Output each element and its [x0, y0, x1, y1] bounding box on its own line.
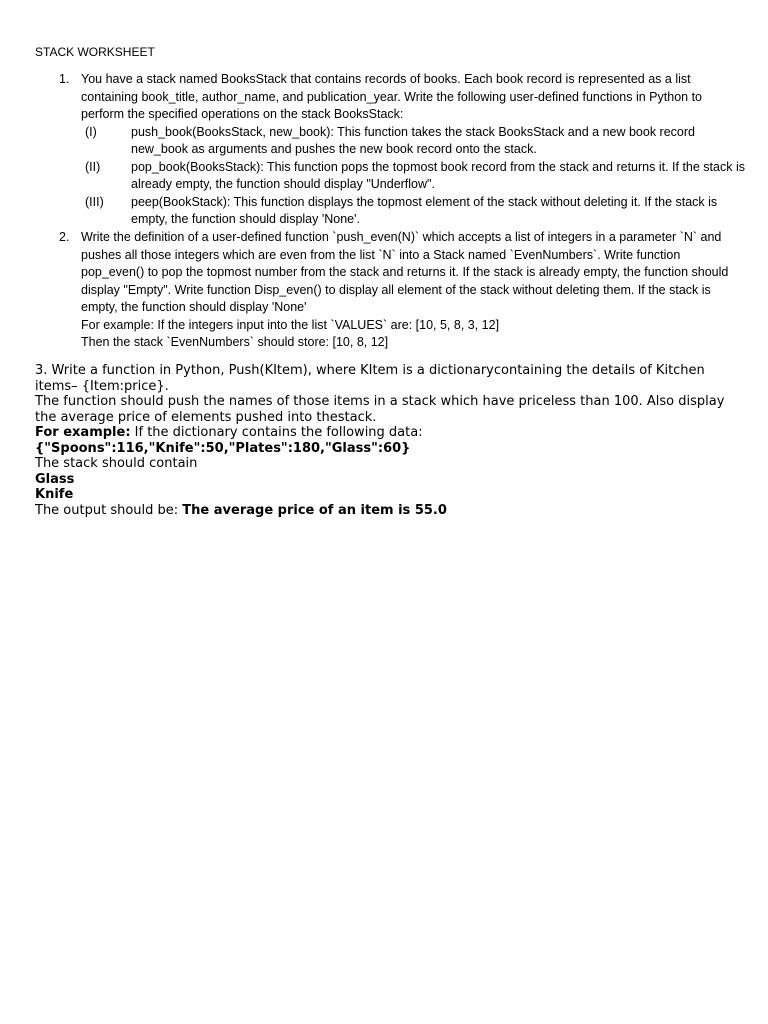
question-3-stack-label: The stack should contain: [35, 456, 198, 471]
output-label: The output should be:: [35, 502, 183, 518]
example-label: For example:: [35, 425, 131, 440]
question-3-intro: 3. Write a function in Python, Push(KItem), where KItem is a dictionarycontaining the details of Kitchen items– {Item:price}.: [35, 363, 705, 394]
part-number: (III): [85, 194, 104, 209]
question-1-number: 1.: [59, 72, 70, 86]
part-text: push_book(BooksStack, new_book): This function takes the stack BooksStack and a new book record new_book as arguments and pushes the new book record onto the stack.: [131, 124, 695, 156]
question-2-example-output: Then the stack `EvenNumbers` should store: [10, 8, 12]: [81, 335, 389, 349]
example-text: If the dictionary contains the following data:: [130, 425, 423, 440]
question-3: [35, 363, 740, 518]
question-1-text: You have a stack named BooksStack that contains records of books. Each book record is represented as a list containing book_title, author_name, and publication_year. Write the following user-defined functions in Python to perform the specified operations on the stack BooksStack:: [81, 72, 702, 121]
question-1-part-2: [81, 159, 746, 194]
output-value: The average price of an item is 55.0: [182, 502, 447, 518]
question-3-example: [35, 425, 740, 441]
question-1-part-3: [81, 194, 746, 229]
question-3-task: The function should push the names of those items in a stack which have priceless than 100. Also display the average price of elements pushed into thestack.: [35, 394, 725, 425]
question-2: [81, 229, 746, 352]
part-number: (I): [85, 124, 97, 139]
stack-item: Knife: [35, 487, 74, 502]
question-1: [81, 71, 746, 229]
part-text: pop_book(BooksStack): This function pops the topmost book record from the stack and returns it. If the stack is already empty, the function should display "Underflow".: [131, 159, 745, 191]
question-2-number: 2.: [59, 230, 70, 244]
stack-item: Glass: [35, 471, 75, 487]
question-2-text: Write the definition of a user-defined function `push_even(N)` which accepts a list of integers in a parameter `N` and pushes all those integers which are even from the list `N` into a Stack named `EvenNumbers`. Write function pop_even() to pop the topmost number from the stack and returns it. If the stack is already empty, the function should display "Empty". Write function Disp_even() to display all element of the stack without deleting them. If the stack is empty, the function should display 'None': [81, 230, 729, 314]
worksheet-title: STACK WORKSHEET: [35, 45, 155, 59]
part-number: (II): [85, 159, 101, 174]
question-3-data: {"Spoons":116,"Knife":50,"Plates":180,"Glass":60}: [35, 440, 411, 456]
question-2-example-input: For example: If the integers input into the list `VALUES` are: [10, 5, 8, 3, 12]: [81, 317, 500, 332]
question-1-part-1: [81, 124, 746, 159]
part-text: peep(BookStack): This function displays the topmost element of the stack without deleting it. If the stack is empty, the function should display 'None'.: [131, 194, 718, 226]
question-3-output: [35, 503, 740, 519]
